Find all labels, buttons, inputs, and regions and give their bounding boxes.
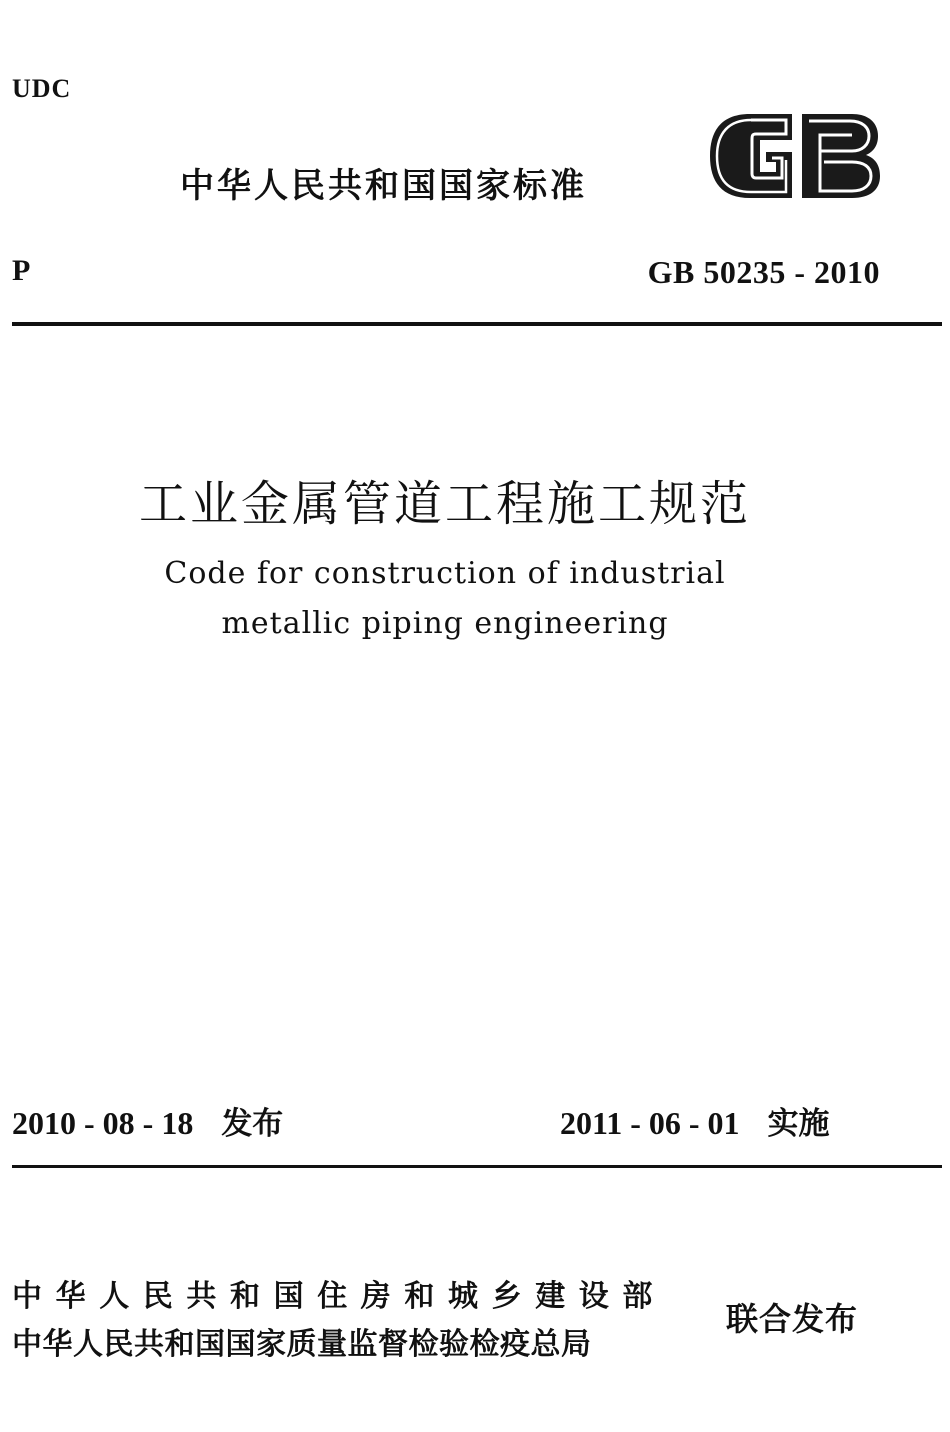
category-code: P bbox=[12, 254, 31, 287]
issuer-ministry: 中华人民共和国住房和城乡建设部 bbox=[12, 1279, 666, 1314]
gb-logo bbox=[706, 110, 882, 202]
issued-date: 2010 - 08 - 18 bbox=[12, 1105, 194, 1141]
title-chinese: 工业金属管道工程施工规范 bbox=[138, 476, 751, 532]
standard-number: GB 50235 - 2010 bbox=[647, 254, 880, 290]
issuer-administration: 中华人民共和国国家质量监督检验检疫总局 bbox=[12, 1327, 592, 1362]
issued-label: 发布 bbox=[221, 1106, 284, 1142]
effective-label: 实施 bbox=[767, 1106, 830, 1142]
joint-issue-label: 联合发布 bbox=[726, 1300, 859, 1338]
effective-date: 2011 - 06 - 01 bbox=[560, 1105, 740, 1141]
bottom-divider bbox=[12, 1165, 942, 1168]
issued-date-block bbox=[12, 1098, 283, 1143]
udc-label: UDC bbox=[12, 74, 72, 103]
effective-date-block bbox=[560, 1098, 830, 1143]
top-divider bbox=[12, 322, 942, 326]
title-english-line2: metallic piping engineering bbox=[221, 606, 669, 641]
title-english-line1: Code for construction of industrial bbox=[164, 556, 726, 591]
standard-type: 中华人民共和国国家标准 bbox=[180, 166, 587, 206]
